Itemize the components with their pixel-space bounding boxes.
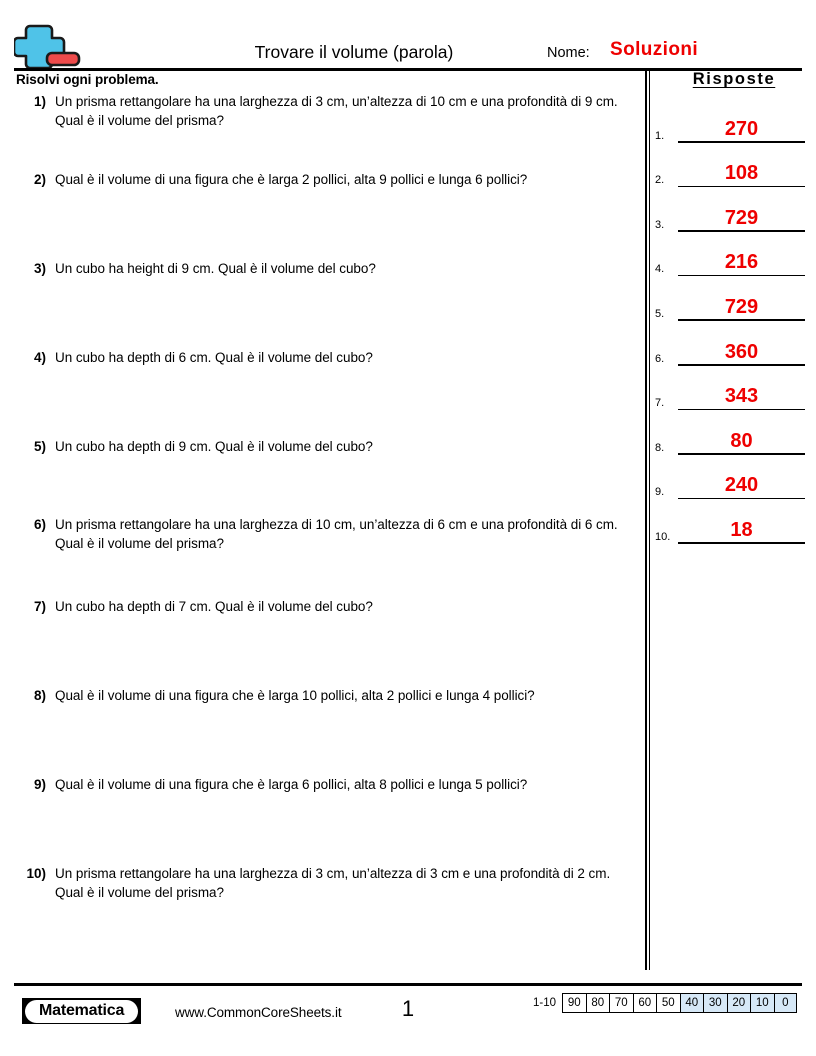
answer-index: 10. (655, 530, 671, 543)
problem-item (16, 864, 636, 924)
answer-row (655, 410, 805, 455)
page-title: Trovare il volume (parola) (254, 42, 454, 62)
divider-line-right (649, 68, 651, 970)
problem-text: Qual è il volume di una figura che è larga 10 pollici, alta 2 pollici e lunga 4 pollici? (55, 688, 535, 703)
problem-text: Un prisma rettangolare ha una larghezza di 10 cm, un’altezza di 6 cm e una profondità di 6 cm. Qual è il volume del prisma? (55, 517, 618, 551)
problem-item (16, 92, 636, 170)
brand-label: Matematica (25, 1000, 138, 1023)
answer-value: 108 (724, 162, 759, 185)
answer-row (655, 232, 805, 277)
answer-row (655, 187, 805, 232)
answer-row (655, 143, 805, 188)
site-url: www.CommonCoreSheets.it (175, 1005, 342, 1020)
answer-index: 6. (655, 352, 665, 365)
problem-number: 7) (33, 599, 46, 614)
answer-row (655, 98, 805, 143)
score-scale-cell: 10 (750, 993, 774, 1013)
answer-value: 18 (730, 518, 753, 541)
column-divider (645, 68, 650, 970)
answer-row (655, 366, 805, 411)
answer-value: 729 (724, 206, 759, 229)
answer-value: 729 (724, 295, 759, 318)
answer-index: 4. (655, 263, 665, 276)
score-scale-cell: 90 (562, 993, 586, 1013)
answer-value: 360 (724, 340, 759, 363)
score-scale-cell: 0 (774, 993, 798, 1013)
problem-number: 8) (33, 688, 46, 703)
problem-number: 1) (33, 94, 46, 109)
problem-number: 3) (33, 261, 46, 276)
answer-index: 1. (655, 129, 665, 142)
name-label: Nome: (547, 45, 590, 61)
problem-item (16, 515, 636, 597)
problem-text: Un cubo ha height di 9 cm. Qual è il volume del cubo? (55, 261, 376, 276)
problem-item (16, 259, 636, 348)
page-header (14, 18, 802, 70)
problem-number: 2) (33, 172, 46, 187)
answer-blank-line (678, 542, 805, 544)
problem-item (16, 437, 636, 515)
page-number: 1 (401, 996, 415, 1021)
answer-row (655, 321, 805, 366)
score-scale-cell: 60 (633, 993, 657, 1013)
answer-index: 3. (655, 218, 665, 231)
problem-text: Qual è il volume di una figura che è larga 6 pollici, alta 8 pollici e lunga 5 pollici? (55, 777, 528, 792)
problem-text: Un cubo ha depth di 6 cm. Qual è il volume del cubo? (55, 350, 373, 365)
score-scale-cell: 70 (609, 993, 633, 1013)
problem-text: Un cubo ha depth di 9 cm. Qual è il volume del cubo? (55, 439, 373, 454)
answer-index: 7. (655, 397, 665, 410)
answer-value: 216 (724, 251, 759, 274)
footer-divider-rule (14, 983, 802, 986)
score-scale-cell: 50 (656, 993, 680, 1013)
problem-text: Un prisma rettangolare ha una larghezza di 3 cm, un’altezza di 3 cm e una profondità di 2 cm. Qual è il volume del prisma? (55, 866, 611, 900)
answer-index: 2. (655, 174, 665, 187)
answer-row (655, 276, 805, 321)
score-scale-cell: 80 (586, 993, 610, 1013)
commoncoresheets-plus-minus-logo (14, 20, 88, 70)
answer-row (655, 455, 805, 500)
problem-number: 9) (33, 777, 46, 792)
problem-text: Un cubo ha depth di 7 cm. Qual è il volume del cubo? (55, 599, 373, 614)
brand-badge (22, 998, 141, 1024)
score-scale-cell: 30 (703, 993, 727, 1013)
problem-item (16, 775, 636, 864)
score-scale-cell: 20 (727, 993, 751, 1013)
answer-value: 80 (730, 429, 753, 452)
problem-item (16, 686, 636, 775)
problems-list (16, 92, 636, 924)
answer-index: 5. (655, 307, 665, 320)
score-scale-cell: 40 (680, 993, 704, 1013)
problem-number: 10) (26, 866, 46, 881)
answer-value: 270 (724, 117, 759, 140)
answer-row (655, 499, 805, 544)
divider-line-left (645, 68, 647, 970)
answers-heading: Risposte (692, 70, 776, 88)
answer-value: 343 (724, 385, 759, 408)
problem-number: 5) (33, 439, 46, 454)
problem-item (16, 597, 636, 686)
name-value: Soluzioni (610, 39, 699, 60)
problem-item (16, 170, 636, 259)
score-scale-label: 1-10 (533, 997, 557, 1009)
instructions-text: Risolvi ogni problema. (16, 72, 159, 87)
problem-text: Qual è il volume di una figura che è larga 2 pollici, alta 9 pollici e lunga 6 pollici? (55, 172, 528, 187)
answers-column (655, 70, 805, 544)
problem-text: Un prisma rettangolare ha una larghezza di 3 cm, un’altezza di 10 cm e una profondità di 9 cm. Qual è il volume del prisma? (55, 94, 618, 128)
answer-index: 9. (655, 486, 665, 499)
problem-item (16, 348, 636, 437)
answer-value: 240 (724, 474, 759, 497)
score-scale (531, 993, 797, 1013)
problem-number: 4) (33, 350, 46, 365)
answer-index: 8. (655, 441, 665, 454)
problem-number: 6) (33, 517, 46, 532)
